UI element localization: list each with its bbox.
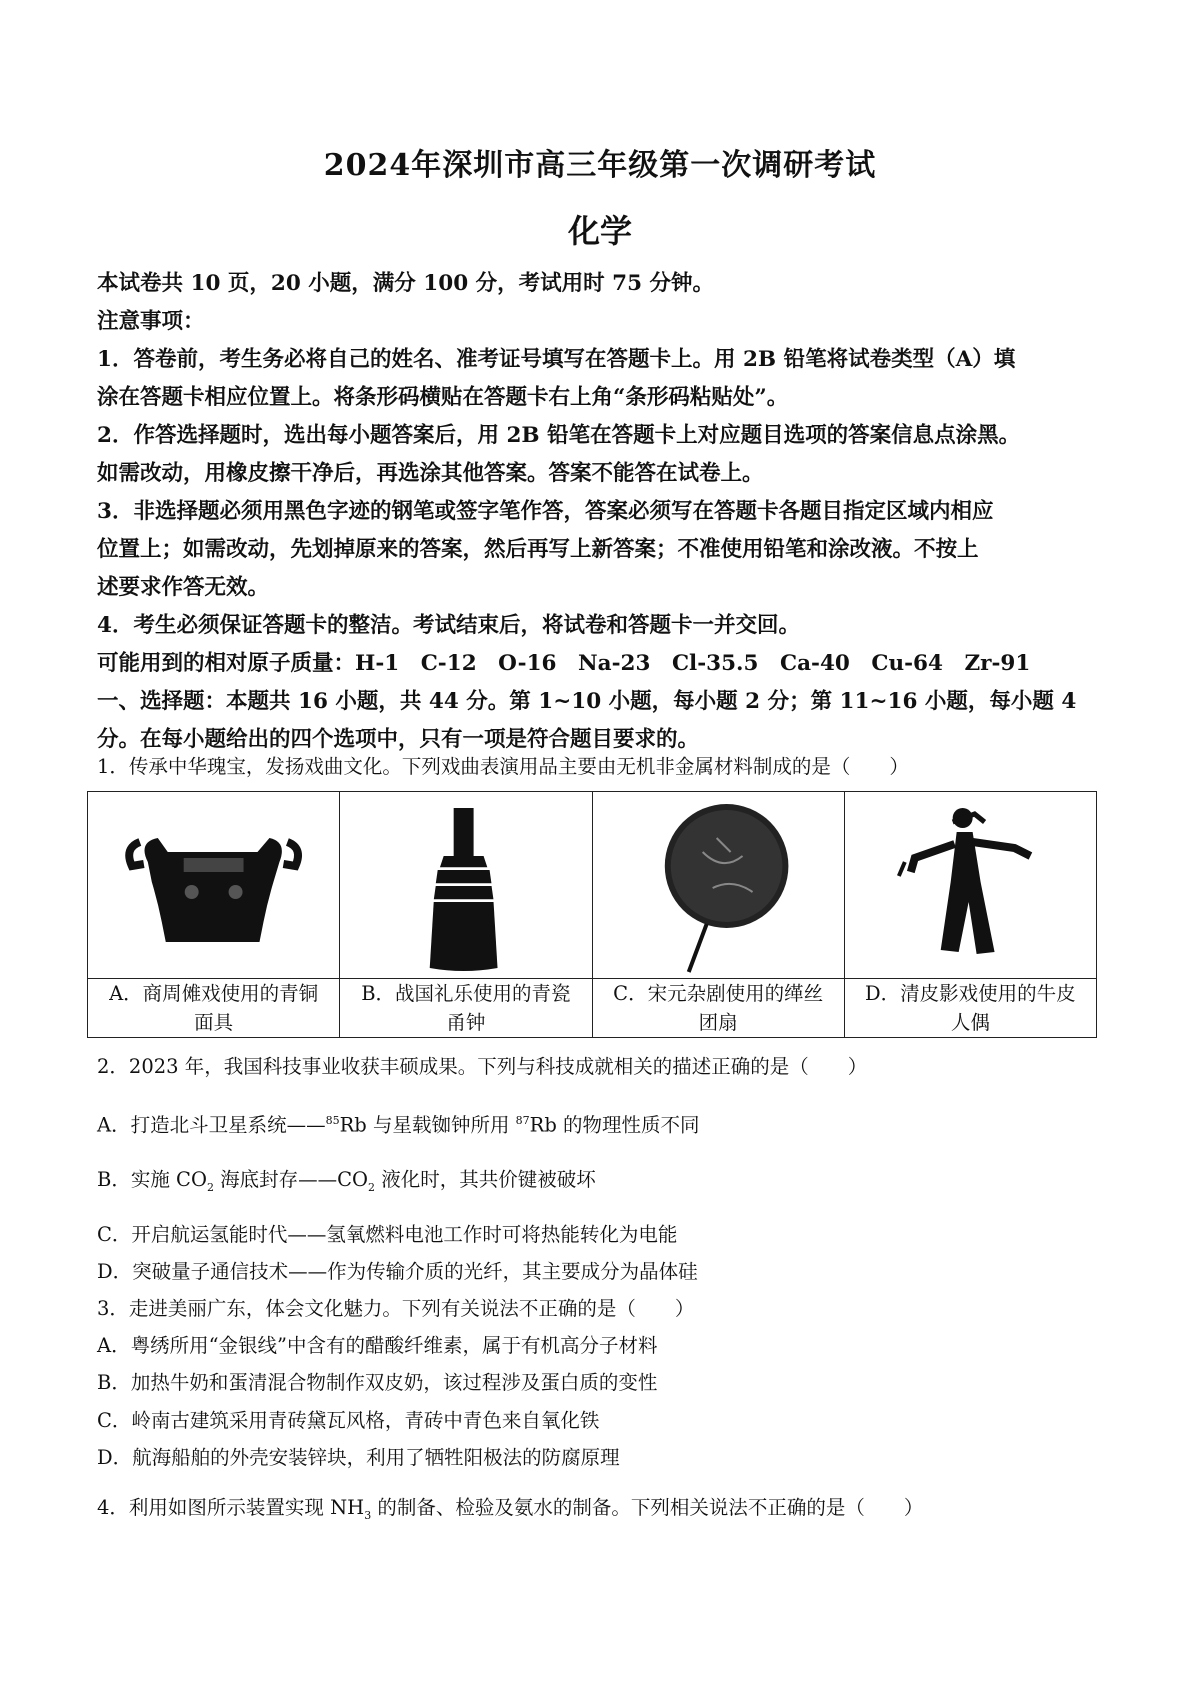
subject-title: 化学: [567, 212, 632, 250]
option-c-caption-line-1: C．宋元杂剧使用的缂丝: [613, 982, 824, 1005]
silk-fan-image: [593, 792, 844, 978]
exam-title: 2024年深圳市高三年级第一次调研考试: [323, 148, 877, 183]
section-heading-line-1: 一、选择题：本题共 16 小题，共 44 分。第 1~10 小题，每小题 2 分；第 11~16 小题，每小题 4: [97, 689, 1077, 714]
notice-item-1-line-1: 1．答卷前，考生务必将自己的姓名、准考证号填写在答题卡上。用 2B 铅笔将试卷类型（A）填: [97, 347, 1016, 372]
instructions-block: [97, 232, 1107, 759]
q2-b-text-1: B．实施 CO: [97, 1168, 207, 1191]
atomic-masses: 可能用到的相对原子质量：H-1 C-12 O-16 Na-23 Cl-35.5 Ca-40 Cu-64 Zr-91: [97, 651, 1031, 676]
question-3-stem: 3．走进美丽广东，体会文化魅力。下列有关说法不正确的是（ ）: [97, 1297, 695, 1320]
option-d-caption: [844, 979, 1096, 1038]
section-heading-line-2: 分。在每小题给出的四个选项中，只有一项是符合题目要求的。: [97, 727, 700, 752]
question-2-stem: 2．2023 年，我国科技事业收获丰硕成果。下列与科技成就相关的描述正确的是（ ）: [97, 1055, 868, 1078]
question-2-option-a: [97, 1108, 1117, 1139]
q2-b-text-3: 液化时，其共价键被破坏: [375, 1168, 596, 1191]
notice-item-3-line-3: 述要求作答无效。: [97, 575, 270, 600]
question-3-option-d: D．航海船舶的外壳安装锌块，利用了牺牲阳极法的防腐原理: [97, 1446, 620, 1469]
q2-a-text-1: A．打造北斗卫星系统——: [97, 1113, 326, 1137]
question-4-stem: [97, 1495, 1117, 1529]
leather-puppet-image: [845, 792, 1096, 978]
question-2-option-c: C．开启航运氢能时代——氢氧燃料电池工作时可将热能转化为电能: [97, 1223, 678, 1246]
option-a-image-cell: [88, 792, 340, 979]
notice-item-1-line-2: 涂在答题卡相应位置上。将条形码横贴在答题卡右上角“条形码粘贴处”。: [97, 385, 789, 410]
option-a-caption-line-1: A．商周傩戏使用的青铜: [109, 982, 319, 1005]
q2-a-mass-87: 87: [515, 1114, 530, 1127]
option-a-caption: [88, 979, 340, 1038]
exam-intro: 本试卷共 10 页，20 小题，满分 100 分，考试用时 75 分钟。: [97, 271, 715, 296]
notice-item-2-line-2: 如需改动，用橡皮擦干净后，再选涂其他答案。答案不能答在试卷上。: [97, 461, 764, 486]
question-2-option-d: D．突破量子通信技术——作为传输介质的光纤，其主要成分为晶体硅: [97, 1260, 698, 1283]
q4-text-2: 的制备、检验及氨水的制备。下列相关说法不正确的是（ ）: [371, 1496, 924, 1519]
option-b-image-cell: [340, 792, 592, 979]
q2-a-element-2: Rb: [529, 1113, 557, 1137]
q4-subscript: 3: [364, 1508, 372, 1522]
q2-a-text-2: 与星载铷钟所用: [366, 1113, 516, 1137]
notice-item-4: 4．考生必须保证答题卡的整洁。考试结束后，将试卷和答题卡一并交回。: [97, 613, 800, 638]
option-b-caption-line-1: B．战国礼乐使用的青瓷: [361, 982, 571, 1005]
q2-a-text-3: 的物理性质不同: [556, 1113, 700, 1137]
celadon-bell-image: [340, 792, 591, 978]
question-3-option-c: C．岭南古建筑采用青砖黛瓦风格，青砖中青色来自氧化铁: [97, 1409, 600, 1432]
option-d-caption-line-2: 人偶: [950, 1011, 990, 1034]
notice-heading: 注意事项：: [97, 309, 205, 334]
option-c-caption-line-2: 团扇: [698, 1011, 738, 1034]
option-c-caption: [592, 979, 844, 1038]
option-b-caption: [340, 979, 592, 1038]
option-c-image-cell: [592, 792, 844, 979]
q4-text-1: 4．利用如图所示装置实现 NH: [97, 1496, 365, 1519]
bronze-mask-image: [88, 792, 339, 978]
q2-b-subscript-2: 2: [368, 1180, 376, 1194]
q2-b-subscript-1: 2: [206, 1180, 214, 1194]
option-a-caption-line-2: 面具: [194, 1011, 234, 1034]
option-b-caption-line-2: 甬钟: [446, 1011, 486, 1034]
option-d-caption-line-1: D．清皮影戏使用的牛皮: [865, 982, 1076, 1005]
question-1-options-table: [87, 791, 1097, 1038]
q2-a-element-1: Rb: [339, 1113, 367, 1137]
q2-b-text-2: 海底封存——CO: [213, 1168, 369, 1191]
question-2-option-b: [97, 1167, 1117, 1201]
question-3-option-b: B．加热牛奶和蛋清混合物制作双皮奶，该过程涉及蛋白质的变性: [97, 1371, 658, 1394]
notice-item-3-line-2: 位置上；如需改动，先划掉原来的答案，然后再写上新答案；不准使用铅笔和涂改液。不按上: [97, 537, 979, 562]
notice-item-3-line-1: 3．非选择题必须用黑色字迹的钢笔或签字笔作答，答案必须写在答题卡各题目指定区域内相应: [97, 499, 994, 524]
q2-a-mass-85: 85: [325, 1114, 340, 1127]
option-d-image-cell: [844, 792, 1096, 979]
question-3-option-a: A．粤绣所用“金银线”中含有的醋酸纤维素，属于有机高分子材料: [97, 1334, 658, 1357]
notice-item-2-line-1: 2．作答选择题时，选出每小题答案后，用 2B 铅笔在答题卡上对应题目选项的答案信息点涂黑。: [97, 423, 1021, 448]
question-1-stem: 1．传承中华瑰宝，发扬戏曲文化。下列戏曲表演用品主要由无机非金属材料制成的是（ ）: [97, 755, 909, 778]
